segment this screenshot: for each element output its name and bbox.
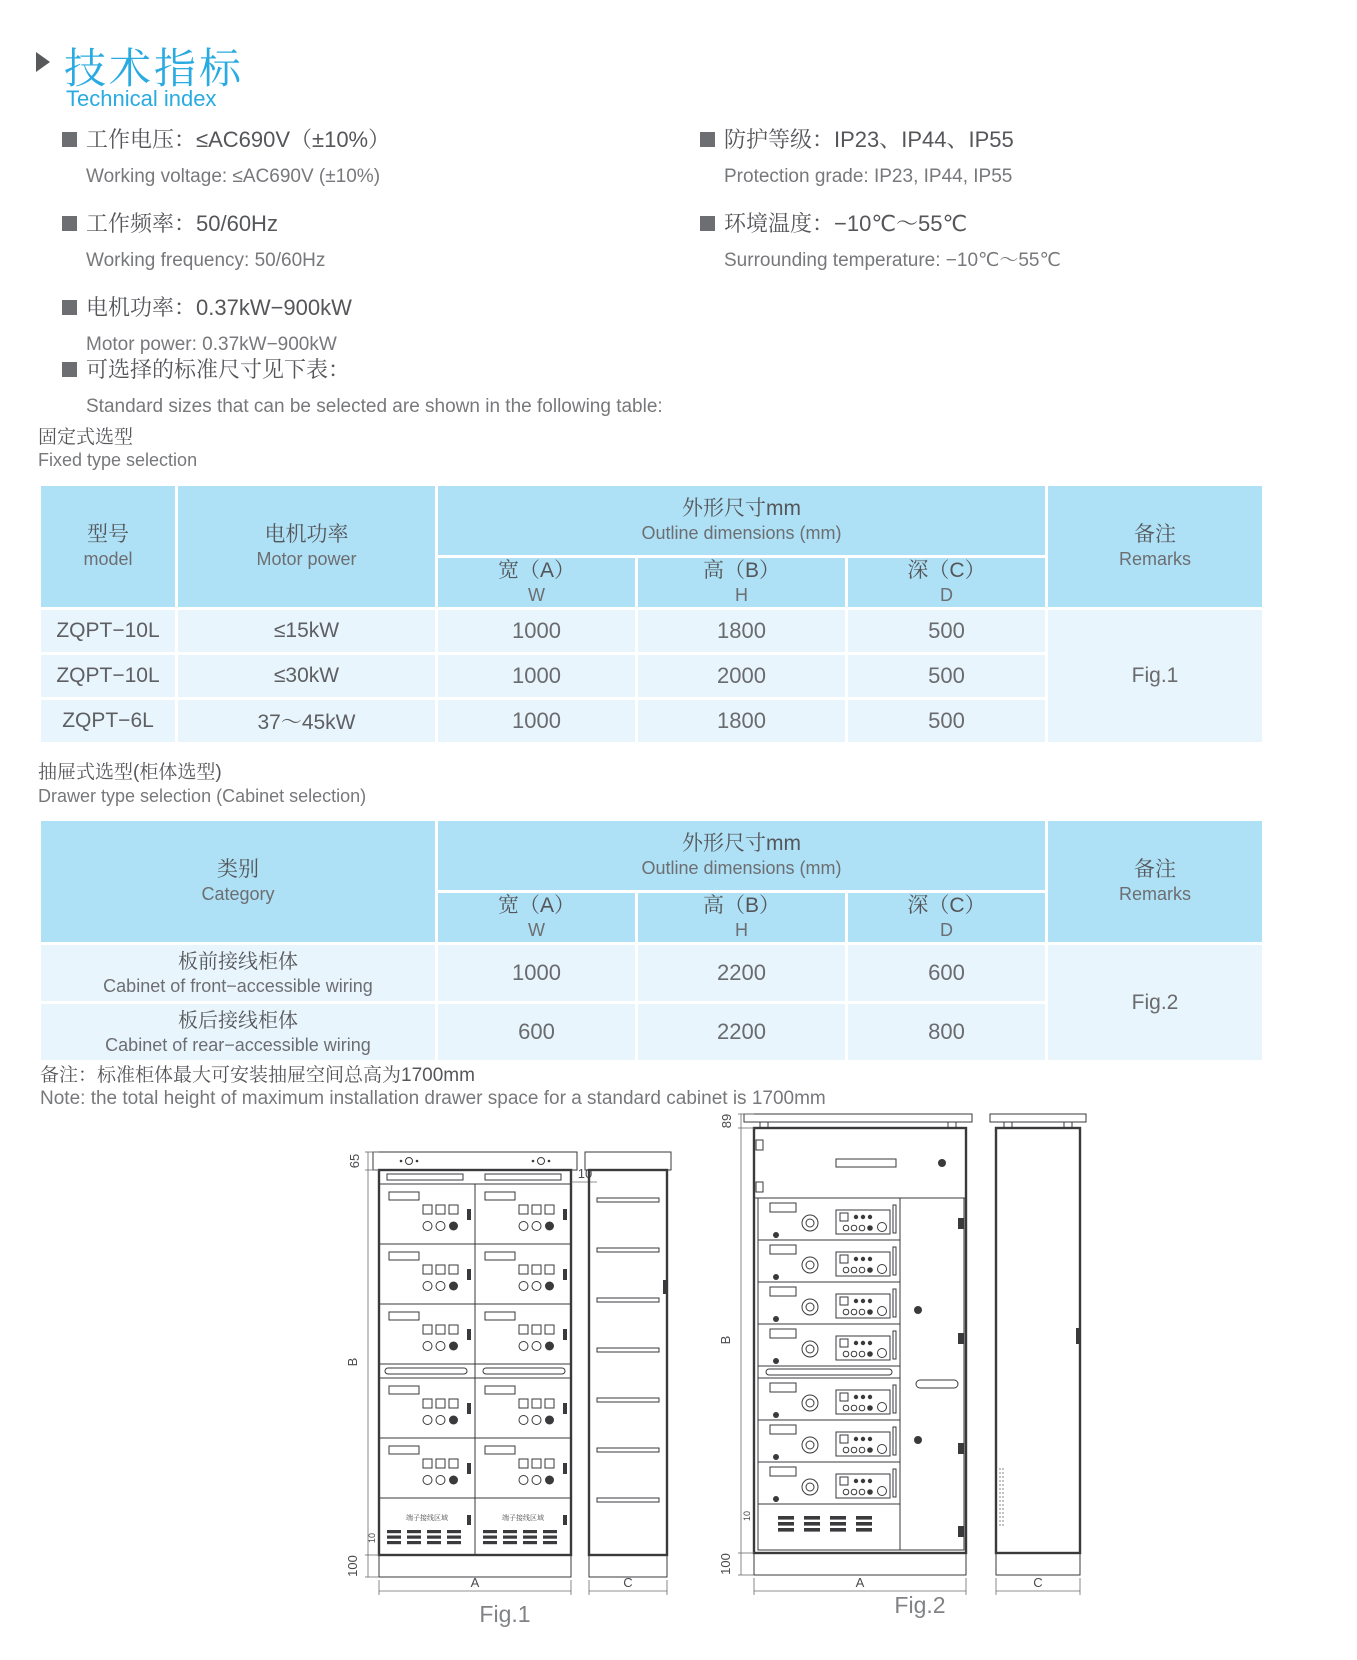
fig1-dim-depth: C <box>623 1575 633 1590</box>
col-header-model: 型号 model <box>40 485 177 609</box>
col-header-outline: 外形尺寸mm Outline dimensions (mm) <box>437 485 1047 557</box>
spec-protection-zh: 防护等级：IP23、IP44、IP55 <box>724 127 1014 152</box>
bullet-square-icon <box>62 300 77 315</box>
spec-item-motor-power <box>62 294 642 357</box>
cell-model: ZQPT−10L <box>40 609 177 654</box>
spec-item-voltage <box>62 126 642 189</box>
fig1-dim-plinth: 100 <box>345 1555 360 1577</box>
cell-height: 2200 <box>637 944 847 1003</box>
bottom-note-zh: 备注：标准柜体最大可安装抽屉空间总高为1700mm <box>40 1065 475 1086</box>
spec-item-frequency <box>62 210 642 273</box>
cell-depth: 500 <box>847 609 1047 654</box>
cell-power: 37～45kW <box>177 699 437 744</box>
col-header-width: 宽（A） W <box>437 557 637 609</box>
col-header-remarks: 备注 Remarks <box>1047 820 1264 944</box>
drawer-type-table <box>38 818 1265 1063</box>
cell-power: ≤30kW <box>177 654 437 699</box>
fig1-dim-width: A <box>470 1575 480 1590</box>
fig1-dim-vent: 10 <box>367 1532 377 1544</box>
cell-height: 1800 <box>637 699 847 744</box>
cell-category: 板前接线柜体 Cabinet of front−accessible wiring <box>40 944 437 1003</box>
page-subtitle: Technical index <box>66 86 217 111</box>
fig1-terminal-label: 端子接线区域 <box>502 1515 544 1522</box>
cell-width: 1000 <box>437 699 637 744</box>
col-header-remarks: 备注 Remarks <box>1047 485 1264 609</box>
cell-width: 1000 <box>437 654 637 699</box>
col-header-height: 高（B） H <box>637 892 847 944</box>
cell-remark: Fig.1 <box>1047 609 1264 744</box>
cell-depth: 500 <box>847 699 1047 744</box>
fig2-dim-height: B <box>718 1335 733 1345</box>
cell-power: ≤15kW <box>177 609 437 654</box>
standard-sizes-note <box>62 356 962 440</box>
cell-height: 2200 <box>637 1003 847 1062</box>
fig1-drawing <box>335 1130 685 1605</box>
bullet-square-icon <box>62 132 77 147</box>
col-header-width: 宽（A） W <box>437 892 637 944</box>
drawer-table-caption-en: Drawer type selection (Cabinet selection) <box>38 786 367 806</box>
fig2-caption: Fig.2 <box>894 1592 946 1618</box>
standard-sizes-note-en: Standard sizes that can be selected are shown in the following table: <box>86 396 663 417</box>
spec-list-right <box>700 126 1300 294</box>
cell-width: 1000 <box>437 609 637 654</box>
fig2-drawing <box>700 1088 1090 1613</box>
fig1-dim-top-right: 10 <box>577 1166 593 1181</box>
bottom-note-en: Note: the total height of maximum installation drawer space for a standard cabinet is 1700mm <box>40 1088 826 1109</box>
spec-motor-power-en: Motor power: 0.37kW−900kW <box>86 334 337 355</box>
fig2-dim-vent: 10 <box>742 1510 752 1522</box>
fixed-type-table <box>38 483 1265 745</box>
cell-width: 600 <box>437 1003 637 1062</box>
cell-category: 板后接线柜体 Cabinet of rear−accessible wiring <box>40 1003 437 1062</box>
fig1-dim-top-cap: 65 <box>347 1153 362 1169</box>
fig1-caption: Fig.1 <box>479 1601 531 1627</box>
col-header-motor-power: 电机功率 Motor power <box>177 485 437 609</box>
section-arrow-icon <box>36 52 50 72</box>
spec-protection-en: Protection grade: IP23, IP44, IP55 <box>724 166 1013 187</box>
spec-list-left <box>62 126 642 378</box>
cell-model: ZQPT−10L <box>40 654 177 699</box>
cell-height: 2000 <box>637 654 847 699</box>
col-header-outline: 外形尺寸mm Outline dimensions (mm) <box>437 820 1047 892</box>
cell-model: ZQPT−6L <box>40 699 177 744</box>
standard-sizes-note-zh: 可选择的标准尺寸见下表： <box>86 357 351 382</box>
cell-width: 1000 <box>437 944 637 1003</box>
spec-temperature-zh: 环境温度：−10℃～55℃ <box>724 211 968 236</box>
bullet-square-icon <box>700 216 715 231</box>
fig2-dim-depth: C <box>1033 1575 1043 1590</box>
spec-temperature-en: Surrounding temperature: −10℃～55℃ <box>724 250 1061 271</box>
cell-height: 1800 <box>637 609 847 654</box>
spec-voltage-zh: 工作电压：≤AC690V（±10%） <box>86 127 391 152</box>
page-title: 技术指标 <box>64 45 245 92</box>
bullet-square-icon <box>62 362 77 377</box>
cell-depth: 600 <box>847 944 1047 1003</box>
fig1-dim-height: B <box>345 1357 360 1367</box>
spec-frequency-en: Working frequency: 50/60Hz <box>86 250 326 271</box>
cell-depth: 500 <box>847 654 1047 699</box>
fig2-dim-width: A <box>855 1575 865 1590</box>
cell-depth: 800 <box>847 1003 1047 1062</box>
spec-voltage-en: Working voltage: ≤AC690V (±10%) <box>86 166 381 187</box>
bullet-square-icon <box>700 132 715 147</box>
fig2-dim-plinth: 100 <box>718 1553 733 1575</box>
fixed-table-caption-en: Fixed type selection <box>38 450 198 470</box>
spec-item-protection <box>700 126 1300 189</box>
col-header-height: 高（B） H <box>637 557 847 609</box>
cell-remark: Fig.2 <box>1047 944 1264 1062</box>
col-header-depth: 深（C） D <box>847 557 1047 609</box>
col-header-category: 类别 Category <box>40 820 437 944</box>
col-header-depth: 深（C） D <box>847 892 1047 944</box>
table-row <box>40 609 1264 654</box>
drawer-table-caption-zh: 抽屉式选型(柜体选型) <box>38 762 222 783</box>
fixed-table-caption-zh: 固定式选型 <box>38 427 134 448</box>
spec-frequency-zh: 工作频率：50/60Hz <box>86 211 278 236</box>
bullet-square-icon <box>62 216 77 231</box>
fig1-terminal-label: 端子接线区域 <box>406 1515 448 1522</box>
spec-item-temperature <box>700 210 1300 273</box>
table-row <box>40 944 1264 1003</box>
fig2-dim-top-cap: 89 <box>719 1113 734 1129</box>
spec-motor-power-zh: 电机功率：0.37kW−900kW <box>86 295 352 320</box>
